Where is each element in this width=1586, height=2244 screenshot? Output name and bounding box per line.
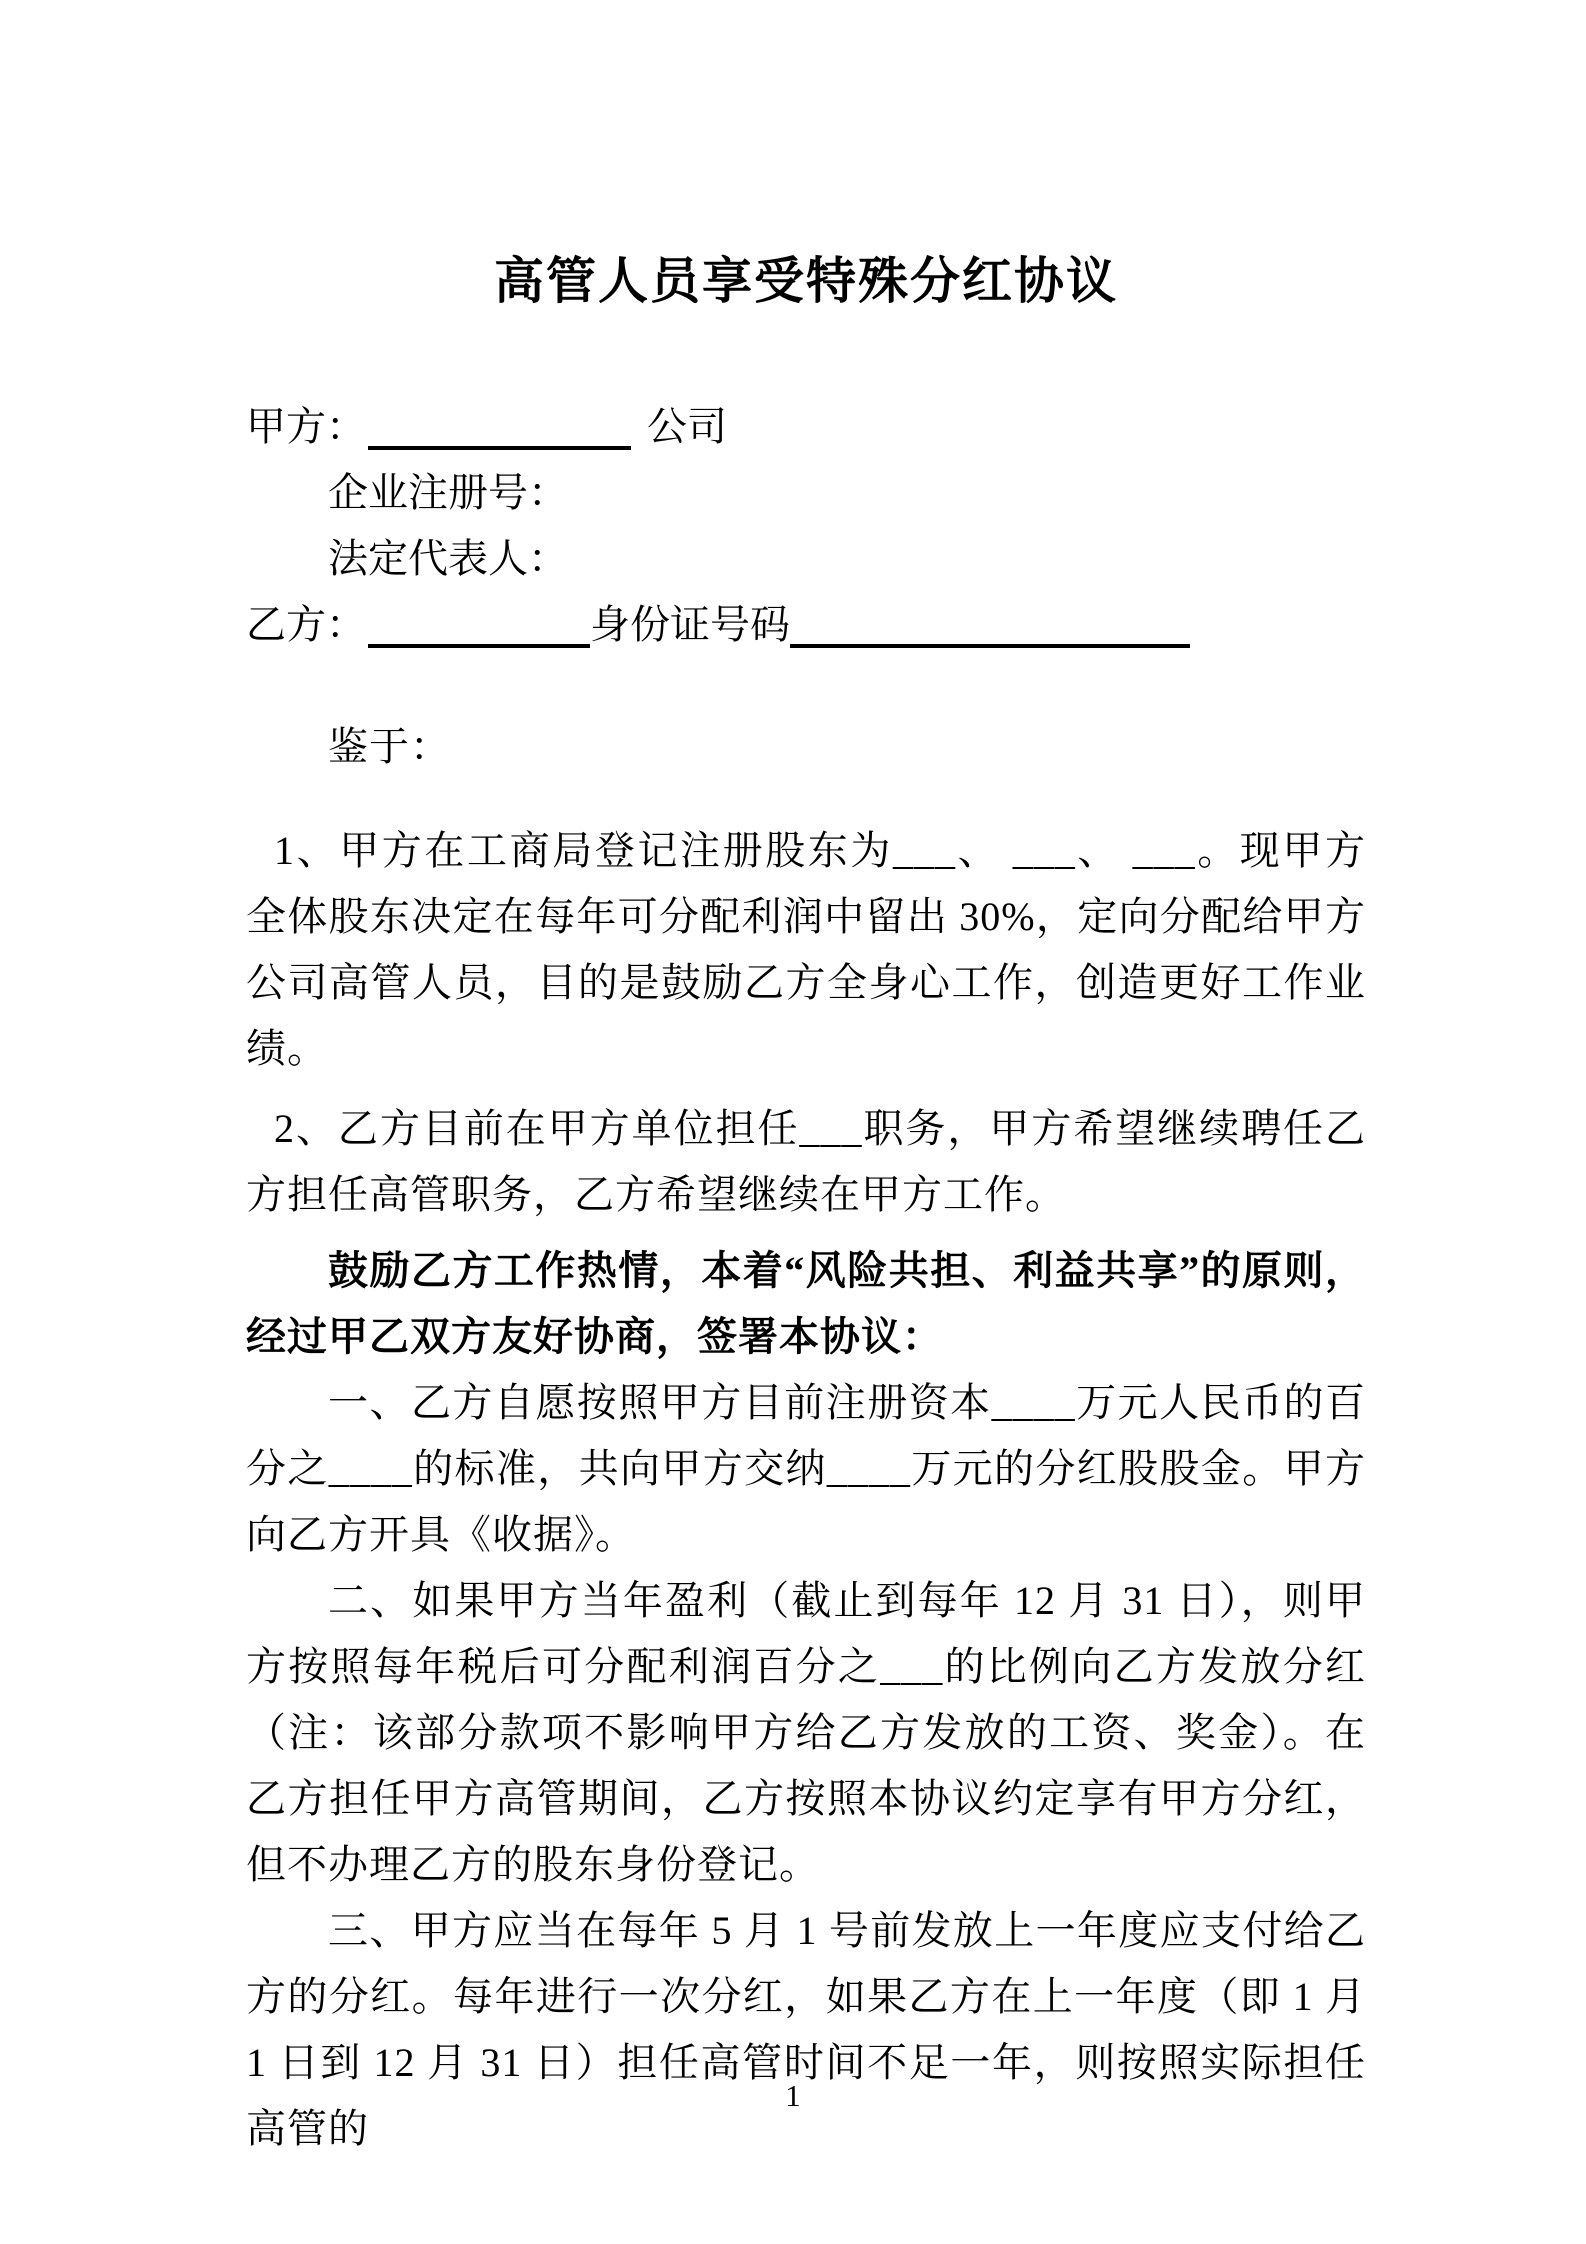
term-3-paragraph: 三、甲方应当在每年 5 月 1 号前发放上一年度应支付给乙方的分红。每年进行一次分红，如果乙方在上一年度（即 1 月 1 日到 12 月 31 日）担任高管时间不足一年，则按照实际担任高管的 <box>246 1908 1366 2151</box>
party-a-name-blank <box>368 446 631 450</box>
reg-no-label: 企业注册号： <box>328 470 568 515</box>
parties-block <box>246 394 1366 658</box>
party-b-id-label: 身份证号码 <box>590 602 790 647</box>
party-b-line <box>246 592 1366 658</box>
whereas-label: 鉴于： <box>328 724 451 769</box>
recital-2-paragraph: 2、乙方目前在甲方单位担任___职务，甲方希望继续聘任乙方担任高管职务，乙方希望继续在甲方工作。 <box>246 1106 1366 1217</box>
legal-rep-line <box>246 526 1366 592</box>
term-2-paragraph: 二、如果甲方当年盈利（截止到每年 12 月 31 日），则甲方按照每年税后可分配利润百分之___的比例向乙方发放分红（注：该部分款项不影响甲方给乙方发放的工资、奖金）。在乙方担任甲方高管期间，乙方按照本协议约定享有甲方分红，但不办理乙方的股东身份登记。 <box>246 1578 1366 1887</box>
party-b-name-blank <box>368 644 590 648</box>
party-b-id-blank <box>790 644 1190 648</box>
recital-1-paragraph: 1、甲方在工商局登记注册股东为___、 ___、 ___。现甲方全体股东决定在每年可分配利润中留出 30%，定向分配给甲方公司高管人员，目的是鼓励乙方全身心工作，创造更好工作业绩。 <box>246 828 1366 1071</box>
reg-no-line <box>246 460 1366 526</box>
legal-rep-label: 法定代表人： <box>328 536 568 581</box>
page-number: 1 <box>785 2078 801 2113</box>
document-title: 高管人员享受特殊分红协议 <box>494 253 1118 309</box>
party-a-label: 甲方： <box>246 404 366 449</box>
party-a-suffix: 公司 <box>647 404 727 449</box>
party-a-line <box>246 394 1366 460</box>
party-b-label: 乙方： <box>246 602 366 647</box>
principle-paragraph: 鼓励乙方工作热情，本着“风险共担、利益共享”的原则，经过甲乙双方友好协商，签署本协议： <box>246 1248 1366 1359</box>
term-1-paragraph: 一、乙方自愿按照甲方目前注册资本____万元人民币的百分之____的标准，共向甲方交纳____万元的分红股股金。甲方向乙方开具《收据》。 <box>246 1380 1366 1557</box>
